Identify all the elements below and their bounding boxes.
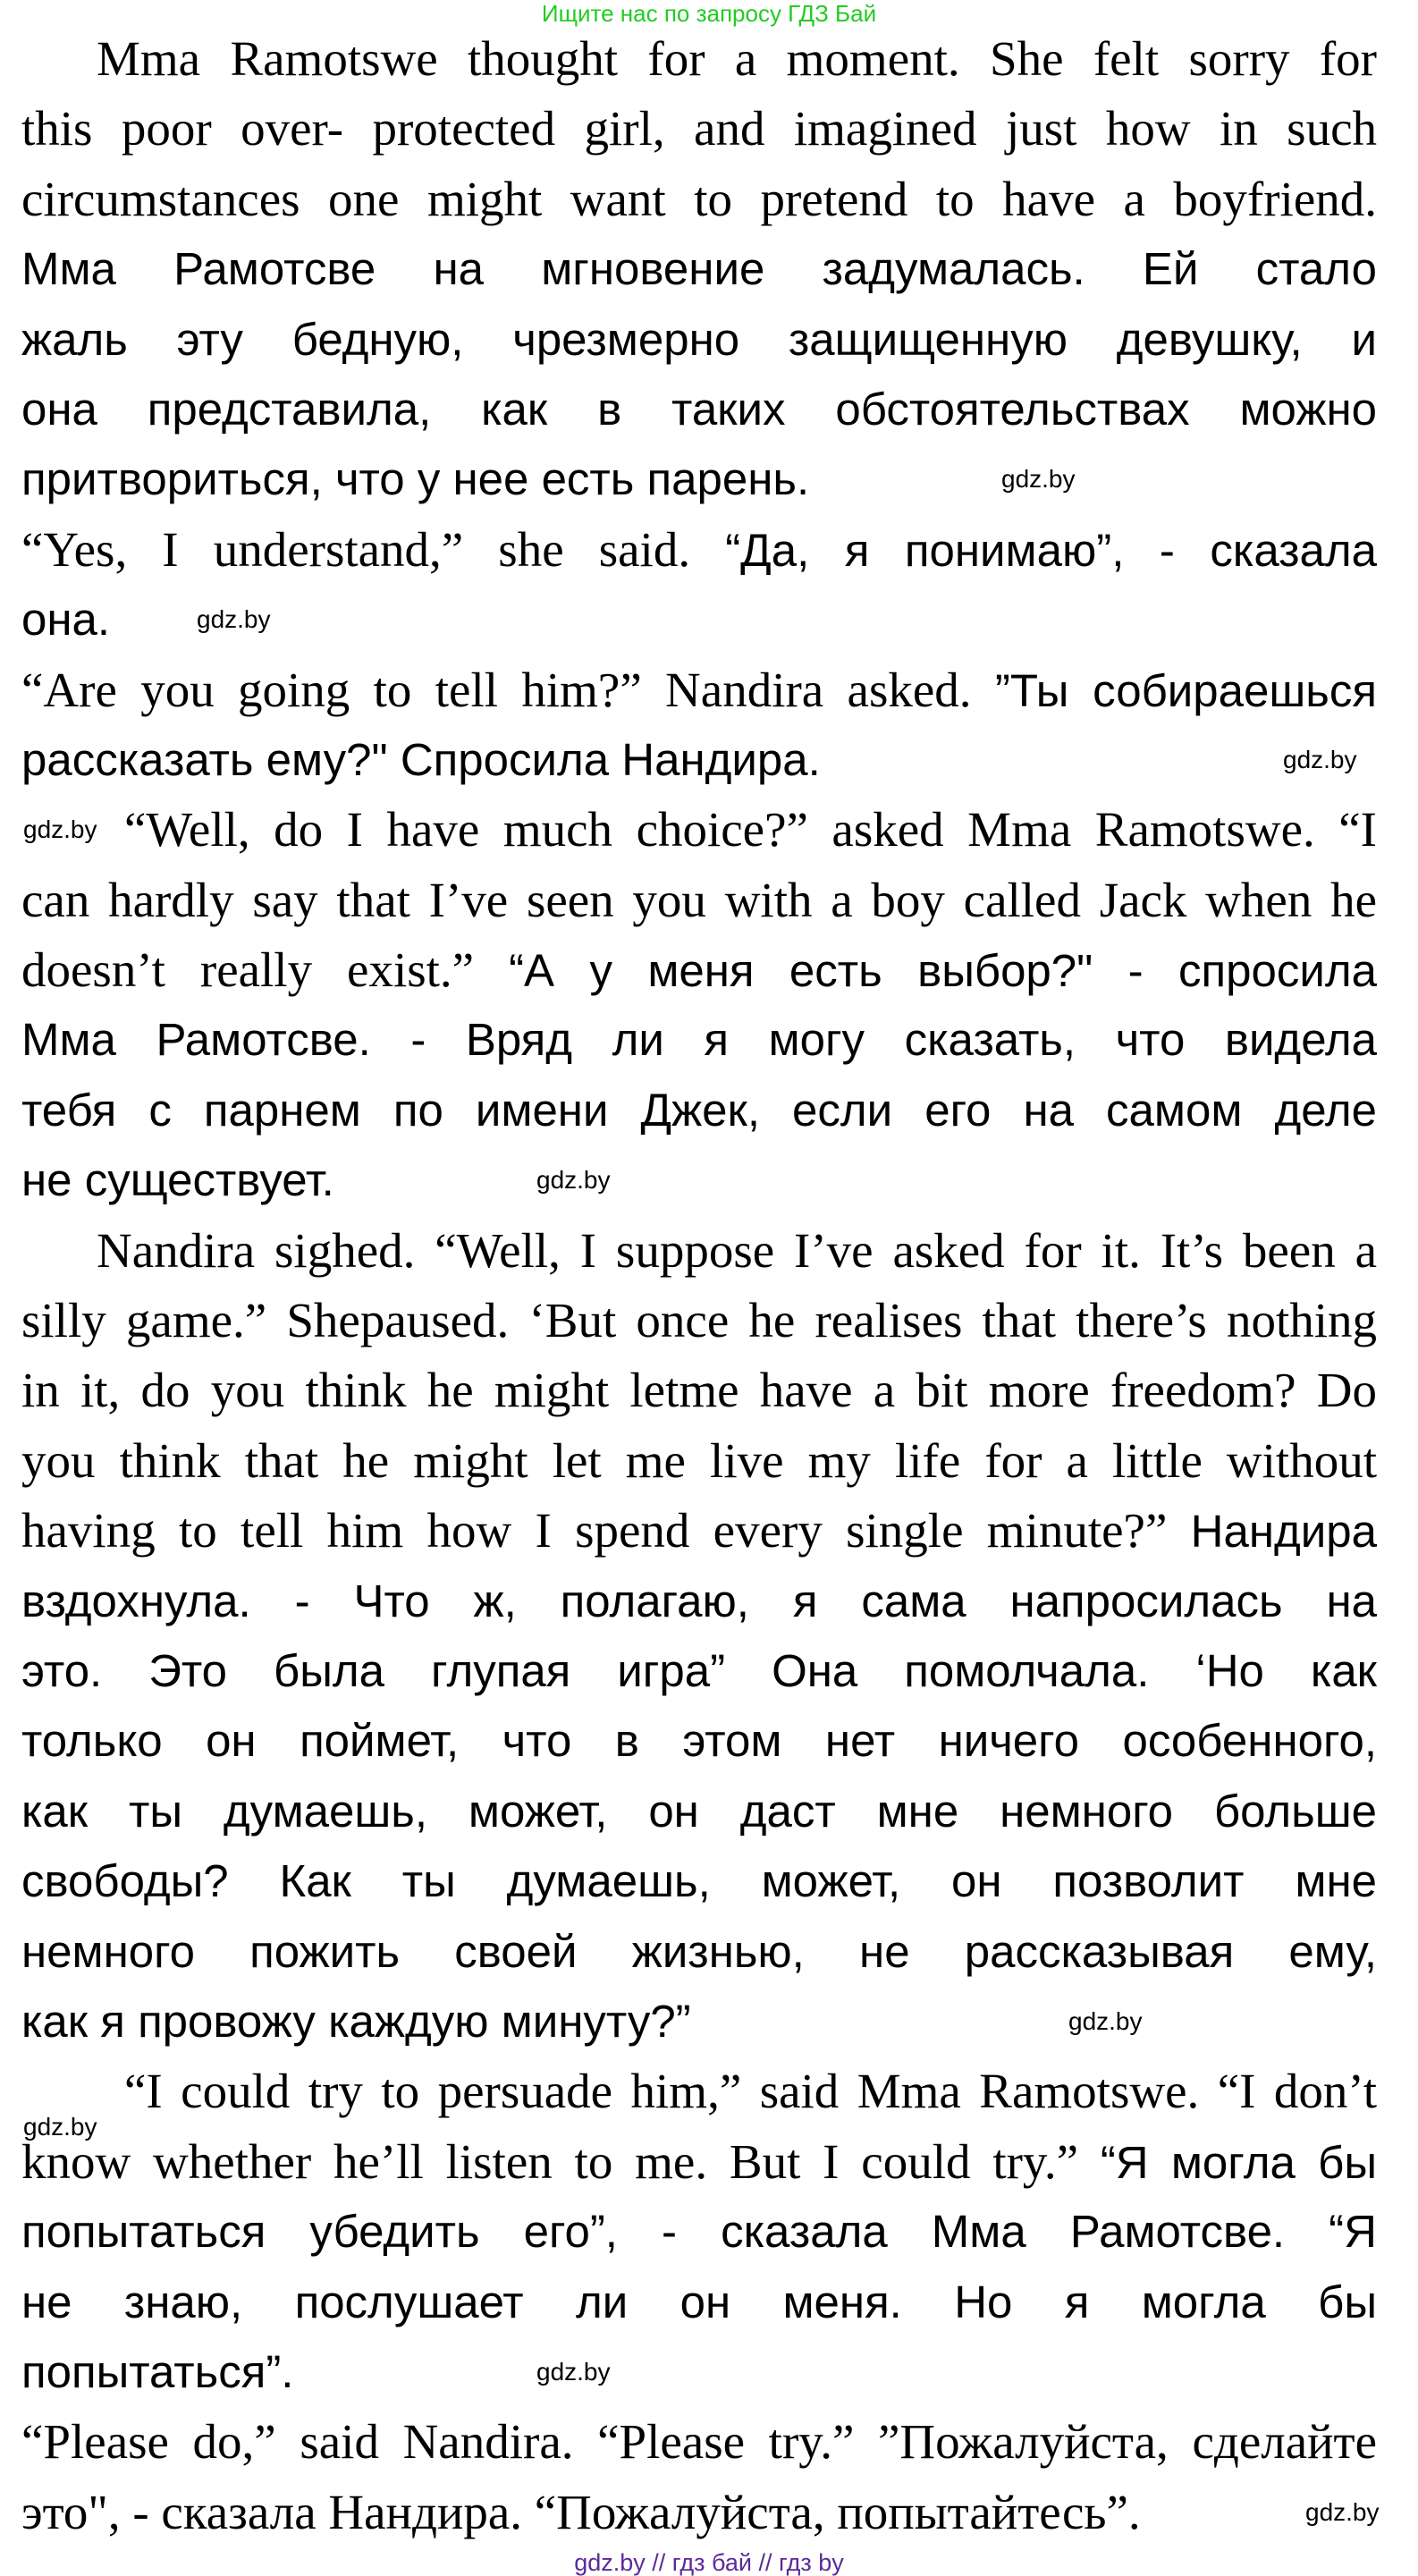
russian-text: как я провожу каждую минуту?” — [21, 1995, 691, 2047]
english-text: having to tell him how I spend every single minute?” — [21, 1503, 1191, 1558]
russian-text: “А у меня есть выбор?" - спросила — [509, 945, 1377, 997]
english-text: Mma Ramotswe thought for a moment. She felt sorry for — [97, 31, 1377, 86]
russian-text: не знаю, послушает ли он меня. Но я могла бы — [21, 2276, 1377, 2327]
english-text: “Are you going to tell him?” Nandira asked. — [21, 662, 995, 717]
text-line — [21, 2197, 1377, 2267]
text-line — [21, 444, 1377, 514]
paragraph — [21, 24, 1377, 515]
text-line — [21, 795, 1377, 865]
russian-text: вздохнула. - Что ж, полагаю, я сама напросилась на — [21, 1575, 1377, 1626]
english-text: это", - сказала Нандира. “Пожалуйста, попытайтесь”. — [21, 2484, 1141, 2539]
russian-text: тебя с парнем по имени Джек, если его на самом деле — [21, 1084, 1377, 1136]
gdz-watermark: gdz.by — [536, 2358, 611, 2386]
text-line — [21, 1005, 1377, 1075]
text-line — [21, 1636, 1377, 1706]
russian-text: попытаться”. — [21, 2345, 294, 2397]
text-line — [21, 234, 1377, 304]
text-line — [21, 1496, 1377, 1566]
text-line — [21, 935, 1377, 1005]
russian-text: Нандира — [1190, 1506, 1377, 1558]
text-line — [21, 24, 1377, 94]
text-line — [21, 94, 1377, 164]
gdz-watermark: gdz.by — [1068, 2007, 1143, 2035]
text-line — [21, 1286, 1377, 1356]
english-text: can hardly say that I’ve seen you with a boy called Jack when he — [21, 872, 1377, 927]
text-line — [21, 866, 1377, 935]
english-text: “Well, do I have much choice?” asked Mma Ramotswe. “I — [124, 802, 1377, 857]
text-line — [21, 1145, 1377, 1215]
translation-text — [21, 24, 1377, 2547]
text-line — [21, 2478, 1377, 2547]
text-line — [21, 655, 1377, 725]
russian-text: она. — [21, 594, 111, 646]
text-line — [21, 1426, 1377, 1496]
paragraph — [21, 515, 1377, 655]
gdz-watermark: gdz.by — [1305, 2498, 1380, 2526]
english-text: “Please do,” said Nandira. “Please try.” ”Пожалуйста, сделайте — [21, 2414, 1377, 2470]
text-line — [21, 1567, 1377, 1636]
gdz-watermark: gdz.by — [197, 605, 271, 633]
text-line — [21, 2057, 1377, 2126]
paragraph — [21, 2057, 1377, 2407]
russian-text: Мма Рамотсве на мгновение задумалась. Ей стало — [21, 243, 1377, 295]
russian-text: рассказать ему?" Спросила Нандира. — [21, 733, 821, 785]
russian-text: жаль эту бедную, чрезмерно защищенную девушку, и — [21, 313, 1377, 365]
russian-text: “Я могла бы — [1100, 2136, 1377, 2188]
text-line — [21, 2407, 1377, 2477]
text-line — [21, 1917, 1377, 1987]
text-line — [21, 1987, 1377, 2057]
paragraph — [21, 655, 1377, 796]
gdz-watermark: gdz.by — [23, 2113, 97, 2141]
paragraph — [21, 795, 1377, 1215]
russian-text: “Да, я понимаю”, - сказала — [725, 524, 1378, 576]
text-line — [21, 2127, 1377, 2197]
text-line — [21, 1356, 1377, 1425]
gdz-watermark: gdz.by — [1001, 465, 1076, 493]
russian-text: только он поймет, что в этом нет ничего особенного, — [21, 1715, 1377, 1767]
gdz-watermark: gdz.by — [1283, 746, 1357, 773]
text-line — [21, 2337, 1377, 2407]
text-line — [21, 515, 1377, 585]
russian-text: она представила, как в таких обстоятельствах можно — [21, 383, 1377, 435]
text-line — [21, 1216, 1377, 1286]
english-text: “Yes, I understand,” she said. — [21, 521, 726, 577]
english-text: know whether he’ll listen to me. But I could try.” — [21, 2133, 1101, 2189]
english-text: you think that he might let me live my life for a little without — [21, 1432, 1377, 1488]
text-line — [21, 1706, 1377, 1776]
english-text: this poor over- protected girl, and imagined just how in such — [21, 101, 1377, 156]
russian-text: не существует. — [21, 1154, 334, 1206]
russian-text: немного пожить своей жизнью, не рассказывая ему, — [21, 1925, 1377, 1977]
search-banner: Ищите нас по запросу ГДЗ Бай — [541, 0, 877, 27]
text-line — [21, 1076, 1377, 1145]
english-text: “I could try to persuade him,” said Mma Ramotswe. “I don’t — [124, 2064, 1377, 2119]
paragraph — [21, 2407, 1377, 2547]
english-text: in it, do you think he might letme have a bit more freedom? Do — [21, 1363, 1377, 1418]
text-line — [21, 375, 1377, 444]
footer-watermark: gdz.by // гдз бай // гдз by — [574, 2549, 844, 2576]
russian-text: попытаться убедить его”, - сказала Мма Рамотсве. “Я — [21, 2206, 1377, 2258]
russian-text: как ты думаешь, может, он даст мне немного больше — [21, 1785, 1377, 1837]
text-line — [21, 725, 1377, 795]
paragraph — [21, 1216, 1377, 2057]
russian-text: притвориться, что у нее есть парень. — [21, 453, 810, 505]
gdz-watermark: gdz.by — [536, 1166, 611, 1194]
english-text: circumstances one might want to pretend to have a boyfriend. — [21, 171, 1377, 226]
text-line — [21, 2268, 1377, 2337]
russian-text: Мма Рамотсве. - Вряд ли я могу сказать, что видела — [21, 1014, 1377, 1066]
russian-text: свободы? Как ты думаешь, может, он позволит мне — [21, 1855, 1377, 1907]
gdz-watermark: gdz.by — [23, 815, 97, 843]
english-text: doesn’t really exist.” — [21, 942, 510, 998]
text-line — [21, 165, 1377, 234]
english-text: Nandira sighed. “Well, I suppose I’ve asked for it. It’s been a — [97, 1222, 1377, 1278]
text-line — [21, 1777, 1377, 1846]
text-line — [21, 1846, 1377, 1916]
text-line — [21, 305, 1377, 375]
russian-text: ”Ты собираешься — [994, 664, 1377, 716]
english-text: silly game.” Shepaused. ‘But once he realises that there’s nothing — [21, 1293, 1377, 1348]
russian-text: это. Это была глупая игра” Она помолчала. ‘Но как — [21, 1644, 1377, 1696]
